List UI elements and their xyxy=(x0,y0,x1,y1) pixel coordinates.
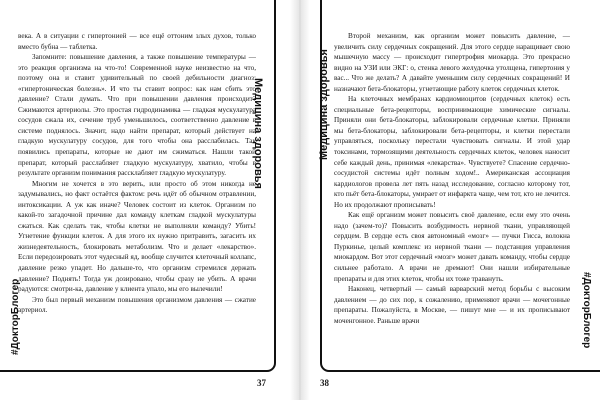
running-section-title: Медицина здоровья xyxy=(252,78,264,189)
body-paragraph: Второй механизм, как организм может повысить давление, — увеличить силу сердечных сокращений. Для этого сердце наращивает свою мышечную массу — происходит гипертрофия миокарда. Это прекрасно видно на УЗИ или ЭКГ: о, стенка левого желудочка утолщена, гипертония у вас... Что же делать? А давайте уменьшим силу сердечных сокращений! И назначают бета-блокаторы, угнетающие работу клеток сердечных клеток. xyxy=(334,32,570,93)
left-page-body xyxy=(18,31,256,316)
body-paragraph: Многим не хочется в это верить, или просто об этом никогда не задумывались, но факт остаётся фактом: речь идёт об обычном отравлении, интоксикации. А уж как иначе? Человек состоит из клеток. Организм по какой-то загадочной причине дал команду клеткам гладкой мускулатуры сжаться. Как сделать так, чтобы клетки не выполняли команду? Убить! Угнетение функции клеток. А для этого их нужно притравить, загасить их жизнедеятельность, блокировать метаболизм. Что и делает «лекарство». Если передозировать этот чудесный яд, вообще случится клеточный коллапс, давление резко упадет. Но дальше-то, что организм стремился держать давление? Поднять! Тогда уж дозировано, чтобы сразу не убить. А врачи радуются: смотри-ка, давление у клиента упало, мы его вылечили! xyxy=(18,179,256,294)
body-paragraph: Это был первый механизм повышения организмом давления — сжатие артериол. xyxy=(18,295,256,315)
running-hashtag: #ДокторБлогер xyxy=(581,272,592,349)
body-paragraph: На клеточных мембранах кардиомиоцитов (сердечных клеток) есть специальные бета-рецепторы, воспринимающие химические сигналы. Приняли они бета-блокаторы, заблокировали сердечные клетки. Приняли мы бета-блокаторы, заблокировали бета-рецепторы, и клетки перестали управляться, поскольку перестали чувствовать сигналы. И этой удар токсинами, тормозящими деятельность сердечных клеток, человек наносит себе каждый день, принимая «лекарства». Чувствуете? Спасение сердечно-сосудистой системы идёт полным ходом!.. Американская ассоциация кардиологов провела лет пять назад исследование, согласно которому тот, кто пьёт бета-блокаторы, умирает от инфаркта чаще, чем тот, кто не лечится. Но их продолжают прописывать! xyxy=(334,95,570,209)
body-paragraph: Как ещё организм может повысить своё давление, если ему это очень надо (зачем-то)? Повысить возбудимость нервной ткани, управляющей сердцем. В сердце есть своя автономный «мозг» — пучки Гисса, волокна Пуркинье, целый комплекс из нервной ткани — подстанция управления миокардом. Вот этот сердечный «мозг» может давать команду, чтобы сердце сильнее работало. А врачи не дремают! Они нашли избирательные препараты и для этих клеток, чтобы их тоже травануть. xyxy=(334,211,570,283)
body-paragraph: Наконец, четвертый — самый варварский метод борьбы с высоким давлением — до сих пор, к сожалению, применяют врачи — мочегонные препараты. Пожалуйста, в Москве, — пишут мне — и их прописывают моченгонное. Раньше врачи xyxy=(334,285,570,325)
right-page-body xyxy=(334,31,570,326)
book-gutter xyxy=(290,0,310,400)
running-section-title: Медицина здоровья xyxy=(318,49,330,160)
body-paragraph: века. А в ситуации с гипертонией — все ещё оттоним злых духов, только вместо бубна — таблетка. xyxy=(18,32,256,51)
body-paragraph: Запомните: повышение давления, а также повышение температуры — это реакция организма на что-то! Современной науке неизвестно на что, поэтому она и ставит удивительный по своей дебильности диагноз: «гипертоническая болезнь». И что ты ставит вопрос: как нам сбить это давление? Стали думать. Что при повышении давления происходит? Сжимаются артериолы. Это простая гидродинамика — гладкая мускулатура сосудов сжала их, сечение труб уменьшилось, соответственно давление в системе поднялось. Значит, надо найти препарат, который действует на гладкую мускулатуру сосудов, для того чтобы она расслабилась. Так появились препараты, которые не дают им сжиматься. Нашли такой препарат, который расслабляет гладкую мускулатуру, хватило, чтобы в результате организм понимания рассклабляет гладкую мускулатуру. xyxy=(18,53,256,178)
page-number: 38 xyxy=(320,378,329,388)
page-number: 37 xyxy=(257,378,266,388)
running-hashtag: #ДокторБлогер xyxy=(10,278,21,355)
